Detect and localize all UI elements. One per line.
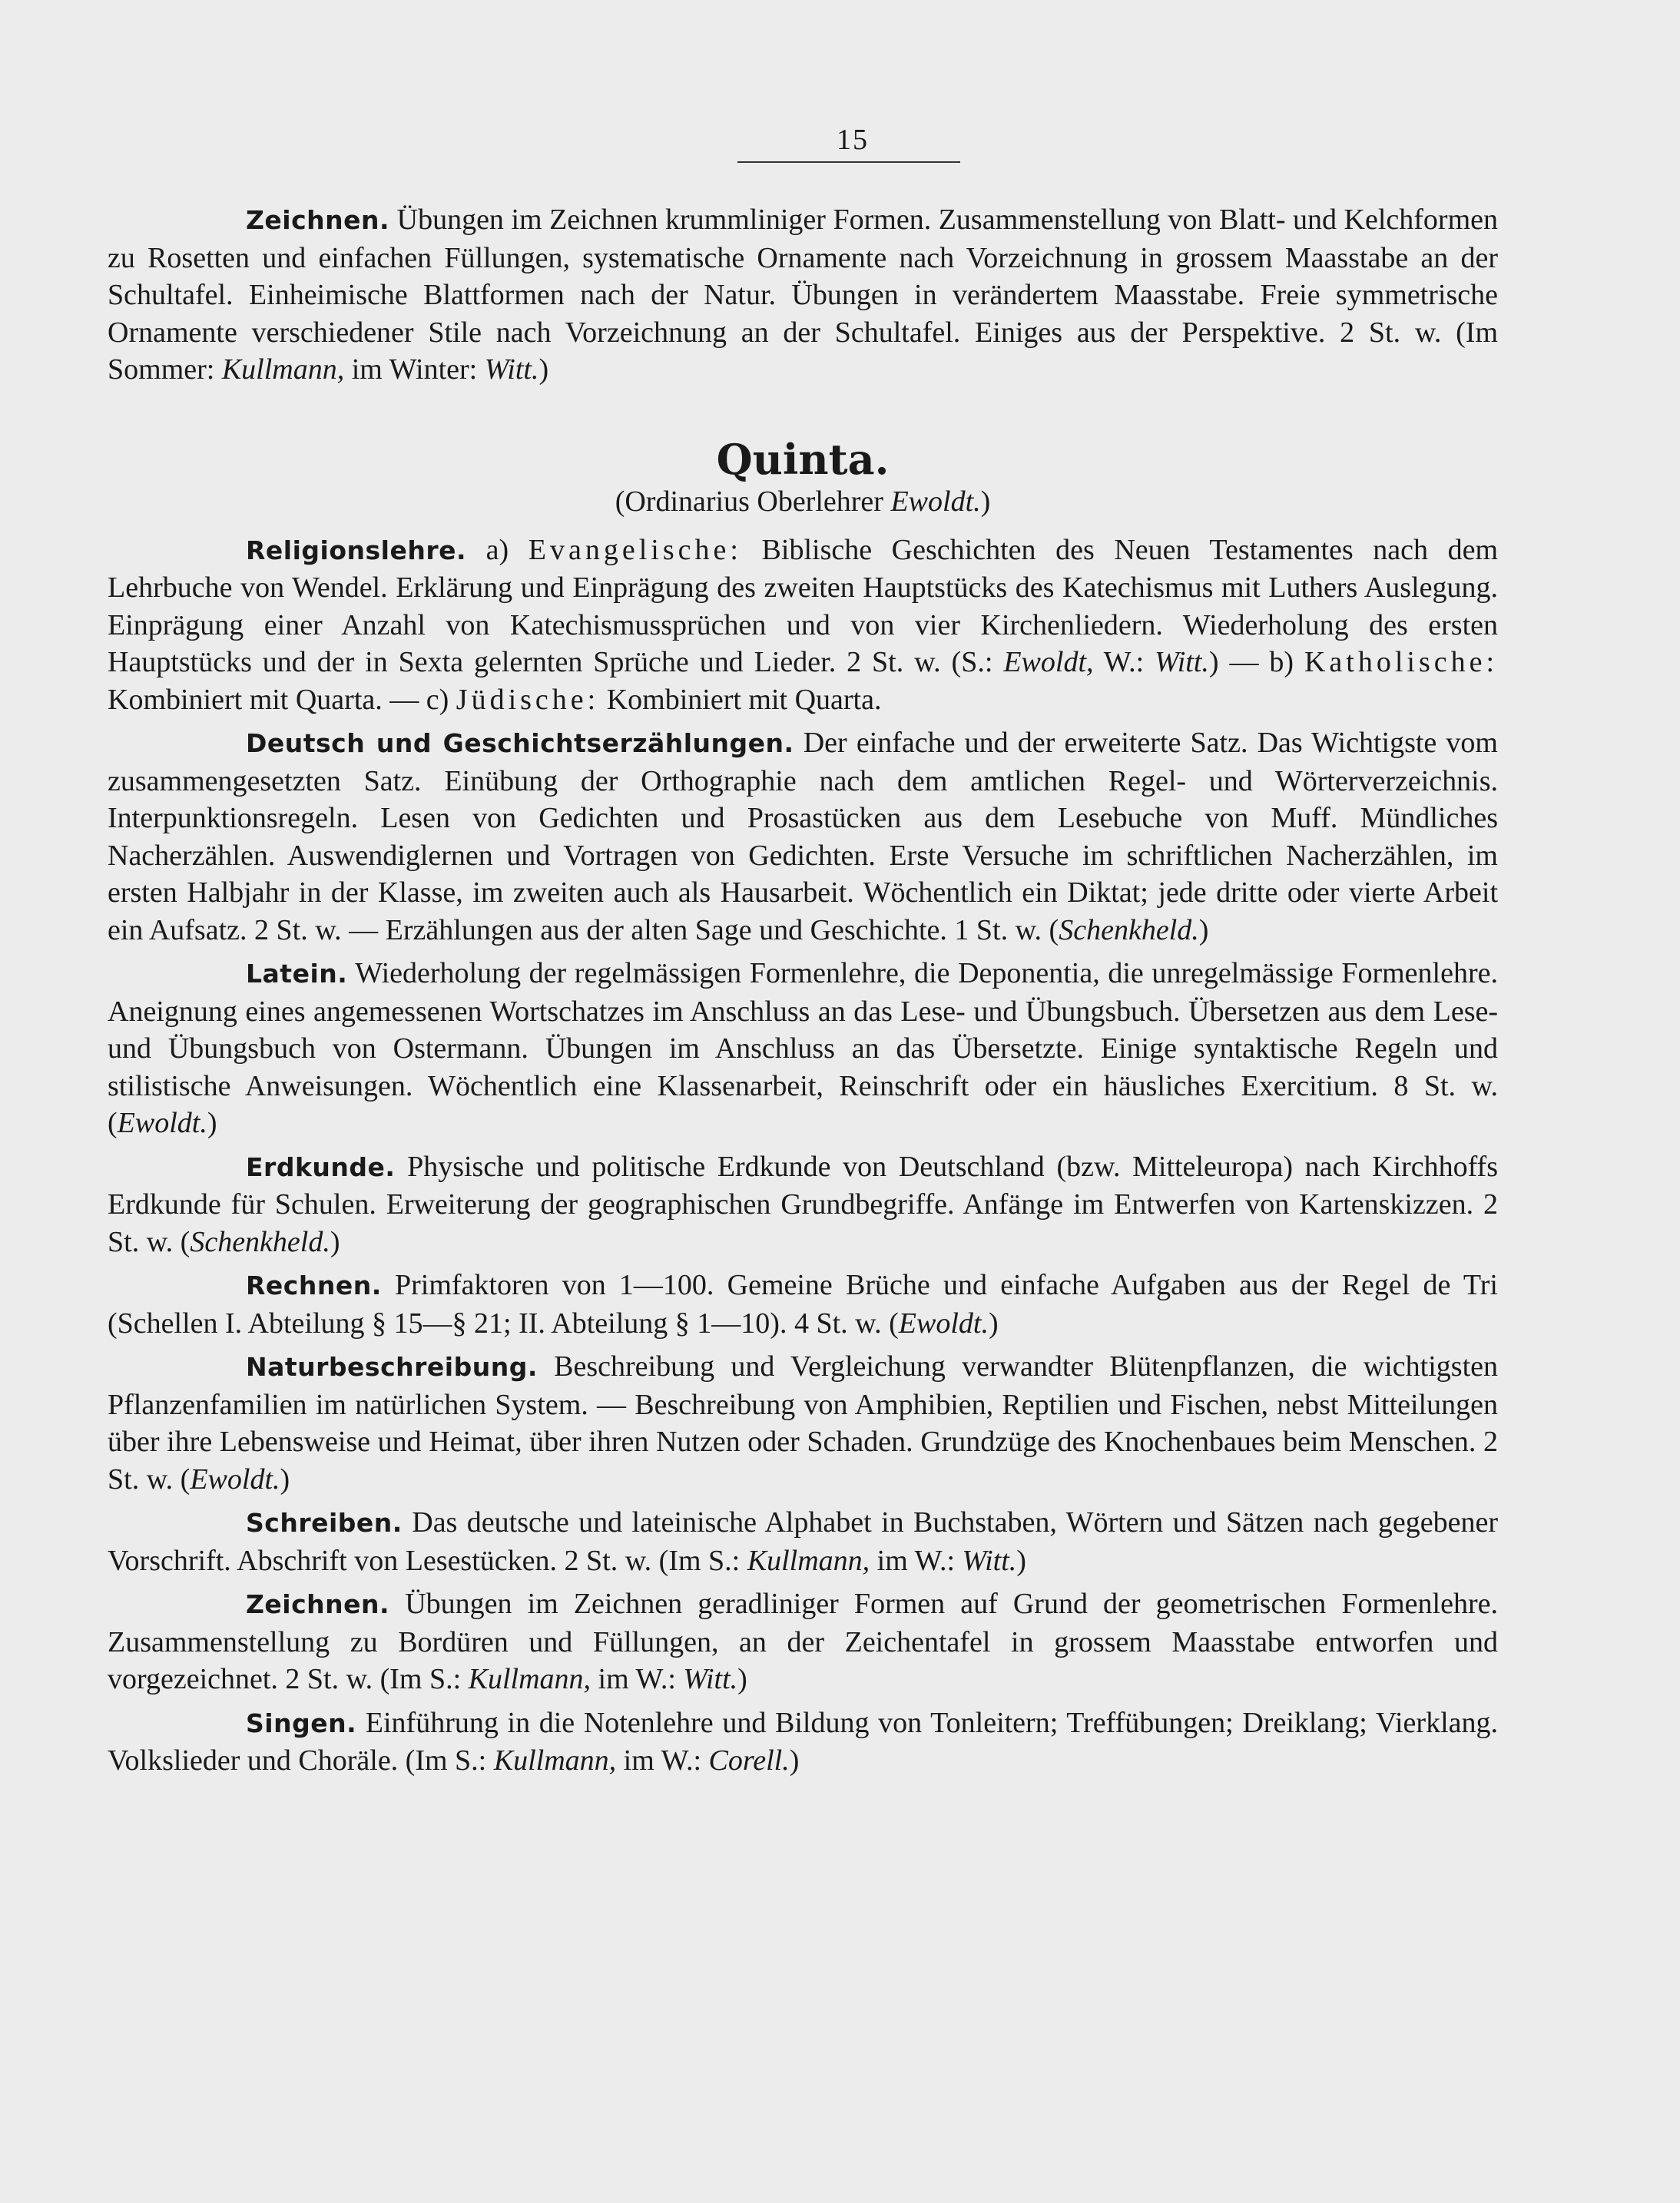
subject-heading: Schreiben.	[246, 1508, 403, 1538]
paragraph-text: im Winter:	[351, 353, 478, 386]
teacher-name: Kullmann,	[221, 353, 345, 386]
paragraph-text: )	[737, 1663, 747, 1695]
paragraph-text: Physische und politische Erdkunde von Deutschland (bzw. Mitteleuropa) nach Kirchhoffs Erdkunde für Schulen. Erweiterung der geographischen Grundbegriffe. Anfänge im Entwerfen von Kartenskizzen. 2 St. w. (	[108, 1150, 1498, 1258]
subject-heading: Naturbeschreibung.	[246, 1352, 538, 1382]
subject-heading: Erdkunde.	[246, 1151, 396, 1182]
paragraph-text: Wiederholung der regelmässigen Formenlehre, die Deponentia, die unregelmässige Formenlehre. Aneignung eines angemessenen Wortschatzes im Anschluss an das Lese- und Übungsbuch. Übersetzen aus dem Lese- und Übungsbuch von Ostermann. Übungen im Anschluss an das Übersetzte. Einige syntaktische Regeln und stilistische Anweisungen. Wöchentlich eine Klassenarbeit, Reinschrift oder ein häusliches Exercitium. 8 St. w. (	[108, 957, 1498, 1139]
paragraph-text: im W.:	[876, 1544, 956, 1577]
subject-heading: Singen.	[246, 1708, 357, 1738]
teacher-name: Ewoldt.	[890, 485, 981, 518]
paragraph-text: Primfaktoren von 1—100. Gemeine Brüche und einfache Aufgaben aus der Regel de Tri (Schellen I. Abteilung § 15—§ 21; II. Abteilung § 1—10). 4 St. w. (	[108, 1269, 1498, 1340]
paragraph-text: im W.:	[623, 1744, 702, 1777]
paragraph-text: Das deutsche und lateinische Alphabet in Buchstaben, Wörtern und Sätzen nach gegebener Vorschrift. Abschrift von Lesestücken. 2 St. w. (Im S.:	[108, 1506, 1498, 1577]
paragraph-text: Übungen im Zeichnen krummliniger Formen. Zusammenstellung von Blatt- und Kelchformen zu Rosetten und einfachen Füllungen, systematische Ornamente nach Vorzeichnung in grossem Maasstabe an der Schultafel. Einheimische Blattformen nach der Natur. Übungen in verändertem Maasstabe. Freie symmetrische Ornamente verschiedener Stile nach Vorzeichnung an der Schultafel. Einiges aus der Perspektive. 2 St. w. (Im Sommer:	[108, 204, 1498, 386]
subject-heading: Latein.	[246, 959, 348, 989]
paragraph-text: Beschreibung und Vergleichung verwandter Blütenpflanzen, die wichtigsten Pflanzenfamilien im natürlichen System. — Beschreibung von Amphibien, Reptilien und Fischen, nebst Mitteilungen über ihre Lebensweise und Heimat, über ihren Nutzen oder Schaden. Grundzüge des Knochenbaues beim Menschen. 2 St. w. (	[108, 1350, 1498, 1496]
paragraph-text: Übungen im Zeichnen geradliniger Formen auf Grund der geometrischen Formenlehre. Zusammenstellung zu Bordüren und Füllungen, an der Zeichentafel in grossem Maasstabe entworfen und vorgezeichnet. 2 St. w. (Im S.:	[108, 1588, 1498, 1695]
paragraph-rechnen	[108, 1267, 1498, 1342]
paragraph-zeichnen-sexta	[108, 201, 1498, 389]
section-title: Quinta.	[716, 434, 890, 484]
teacher-name: Corell.	[708, 1744, 790, 1777]
paragraph-text: )	[538, 353, 549, 386]
teacher-name: Witt.	[1155, 646, 1209, 678]
teacher-name: Ewoldt.	[898, 1307, 989, 1340]
subtitle-text: (Ordinarius Oberlehrer	[615, 485, 883, 518]
paragraph-religionslehre	[108, 532, 1498, 719]
paragraph-text: )	[789, 1744, 800, 1777]
paragraph-text: Einführung in die Notenlehre und Bildung von Tonleitern; Treffübungen; Dreiklang; Vierklang. Volkslieder und Choräle. (Im S.:	[108, 1706, 1498, 1777]
subject-heading: Zeichnen.	[246, 1589, 390, 1619]
spaced-label: Jüdische:	[456, 683, 600, 716]
subject-heading: Religionslehre.	[246, 535, 467, 565]
spaced-label: Katholische:	[1304, 646, 1499, 678]
paragraph-singen	[108, 1704, 1498, 1780]
paragraph-text: )	[280, 1463, 290, 1496]
paragraph-text: a)	[485, 533, 509, 566]
page-number: 15	[837, 124, 869, 156]
subject-heading: Deutsch und Geschichtserzählungen.	[246, 728, 794, 758]
teacher-name: Kullmann,	[468, 1663, 591, 1695]
teacher-name: Ewoldt,	[1003, 646, 1094, 678]
paragraph-text: Kombiniert mit Quarta. — c)	[108, 683, 449, 716]
paragraph-text: )	[1016, 1544, 1026, 1577]
paragraph-text: W.:	[1103, 646, 1145, 678]
paragraph-zeichnen	[108, 1585, 1498, 1698]
teacher-name: Witt.	[484, 353, 539, 386]
paragraph-text: )	[207, 1107, 217, 1139]
teacher-name: Ewoldt.	[117, 1107, 207, 1139]
section-subtitle	[108, 482, 1498, 521]
paragraph-latein	[108, 955, 1498, 1142]
paragraph-text: Der einfache und der erweiterte Satz. Das Wichtigste vom zusammengesetzten Satz. Einübung der Orthographie nach dem amtlichen Regel- und Wörterverzeichnis. Interpunktionsregeln. Lesen von Gedichten und Prosastücken aus dem Lesebuche von Muff. Mündliches Nacherzählen. Auswendiglernen und Vortragen von Gedichten. Erste Versuche im schriftlichen Nacherzählen, im ersten Halbjahr in der Klasse, im zweiten auch als Hausarbeit. Wöchentlich ein Diktat; jede dritte oder vierte Arbeit ein Aufsatz. 2 St. w. — Erzählungen aus der alten Sage und Geschichte. 1 St. w. (	[108, 727, 1498, 946]
teacher-name: Witt.	[683, 1663, 738, 1695]
teacher-name: Ewoldt.	[190, 1463, 280, 1496]
paragraph-text: im W.:	[598, 1663, 676, 1695]
paragraph-erdkunde	[108, 1148, 1498, 1261]
teacher-name: Schenkheld.	[1059, 913, 1199, 946]
teacher-name: Kullmann,	[493, 1744, 617, 1777]
document-page	[108, 123, 1498, 1780]
paragraph-text: )	[330, 1225, 340, 1258]
teacher-name: Kullmann,	[747, 1544, 870, 1577]
paragraph-schreiben	[108, 1504, 1498, 1579]
paragraph-text: ) — b)	[1208, 646, 1294, 678]
teacher-name: Schenkheld.	[190, 1225, 330, 1258]
paragraph-deutsch	[108, 724, 1498, 949]
subject-heading: Zeichnen.	[246, 205, 390, 235]
teacher-name: Witt.	[962, 1544, 1017, 1577]
page-number-rule	[737, 161, 960, 163]
paragraph-naturbeschreibung	[108, 1348, 1498, 1498]
paragraph-text: )	[988, 1307, 999, 1340]
subtitle-text: )	[980, 485, 991, 518]
paragraph-text: )	[1198, 913, 1209, 946]
paragraph-text: Kombiniert mit Quarta.	[606, 683, 882, 716]
paragraph-text: Biblische Geschichten des Neuen Testamentes nach dem Lehrbuche von Wendel. Erklärung und Einprägung des zweiten Hauptstücks des Katechismus mit Luthers Auslegung. Einprägung einer Anzahl von Katechismussprüchen und von vier Kirchenliedern. Wiederholung des ersten Hauptstücks und der in Sexta gelernten Sprüche und Lieder. 2 St. w. (S.:	[108, 533, 1499, 678]
subject-heading: Rechnen.	[246, 1270, 382, 1300]
spaced-label: Evangelische:	[528, 533, 742, 566]
